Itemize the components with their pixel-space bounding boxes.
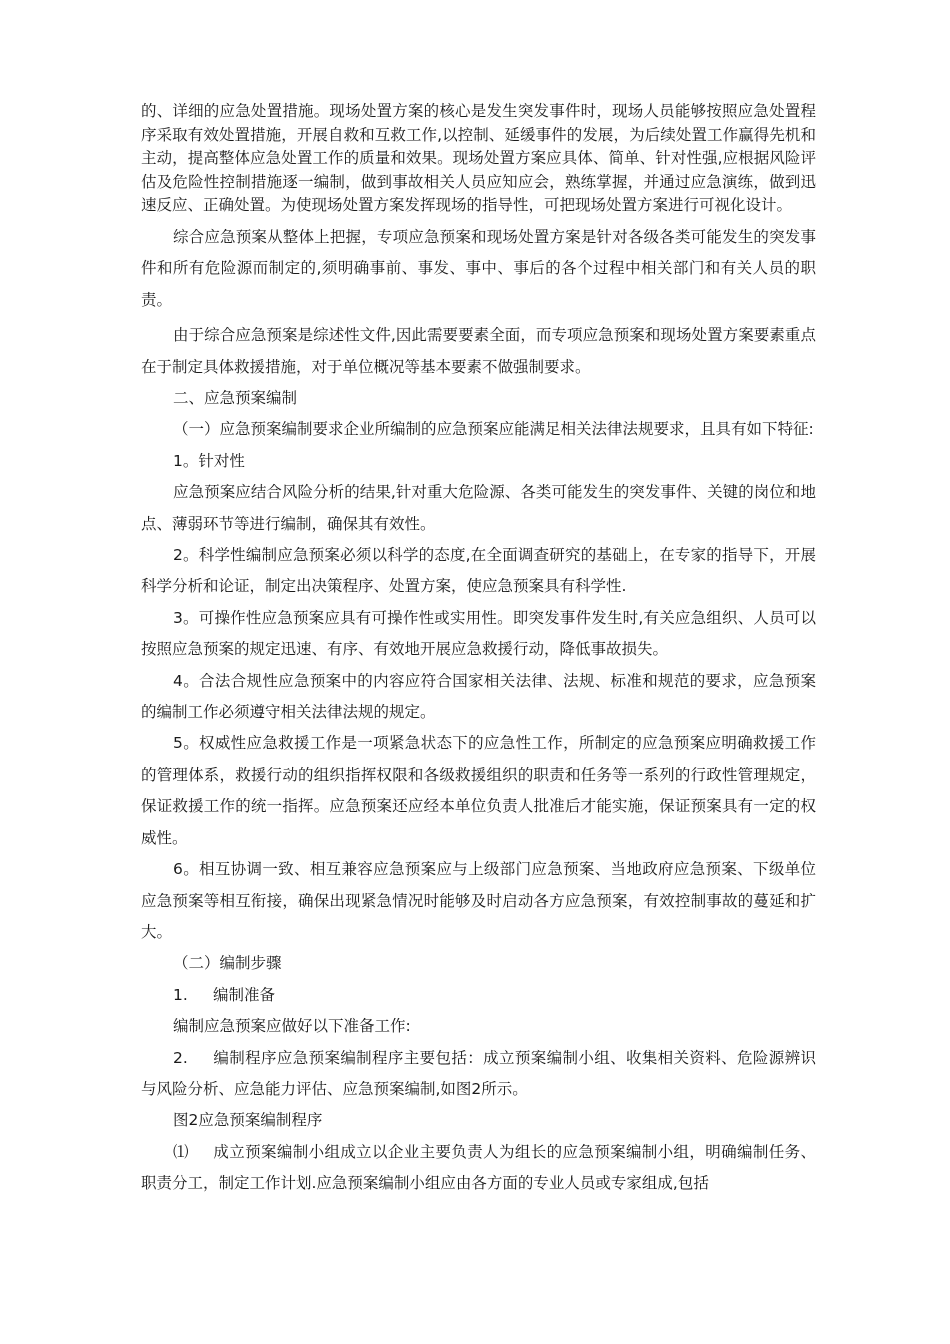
step-1-label: 编制准备	[213, 985, 276, 1004]
paragraph-comprehensive-plan: 综合应急预案从整体上把握，专项应急预案和现场处置方案是针对各级各类可能发生的突发事件和所有危险源而制定的,须明确事前、事发、事中、事后的各个过程中相关部门和有关人员的职责。	[141, 227, 816, 309]
heading-compilation-requirements: （一）应急预案编制要求企业所编制的应急预案应能满足相关法律法规要求，且具有如下特征:	[173, 420, 814, 439]
step-2	[141, 1043, 816, 1106]
step-2-1	[141, 1137, 816, 1200]
step-1-body: 编制应急预案应做好以下准备工作:	[173, 1017, 411, 1036]
step-2-number: 2.	[173, 1048, 188, 1067]
feature-6: 6。相互协调一致、相互兼容应急预案应与上级部门应急预案、当地政府应急预案、下级单位应急预案等相互衔接，确保出现紧急情况时能够及时启动各方应急预案，有效控制事故的蔓延和扩大。	[141, 860, 816, 941]
figure-2-caption: 图2应急预案编制程序	[173, 1111, 323, 1130]
step-2-1-number: ⑴	[173, 1142, 189, 1161]
feature-1-body: 应急预案应结合风险分析的结果,针对重大危险源、各类可能发生的突发事件、关键的岗位和地点、薄弱环节等进行编制，确保其有效性。	[141, 483, 816, 533]
heading-plan-compilation: 二、应急预案编制	[173, 389, 298, 407]
step-2-text: 编制程序应急预案编制程序主要包括：成立预案编制小组、收集相关资料、危险源辨识与风险分析、应急能力评估、应急预案编制,如图2所示。	[141, 1048, 816, 1098]
step-2-1-text: 成立预案编制小组成立以企业主要负责人为组长的应急预案编制小组，明确编制任务、职责分工，制定工作计划.应急预案编制小组应由各方面的专业人员或专家组成,包括	[141, 1142, 816, 1193]
heading-compilation-steps: （二）编制步骤	[173, 954, 282, 973]
document-body	[141, 100, 816, 1200]
feature-4: 4。合法合规性应急预案中的内容应符合国家相关法律、法规、标准和规范的要求，应急预案的编制工作必须遵守相关法律法规的规定。	[141, 671, 816, 722]
feature-1-title: 1。针对性	[173, 451, 245, 470]
feature-5: 5。权威性应急救援工作是一项紧急状态下的应急性工作，所制定的应急预案应明确救援工作的管理体系，救援行动的组织指挥权限和各级救援组织的职责和任务等一系列的行政性管理规定，保证救援工作的统一指挥。应急预案还应经本单位负责人批准后才能实施，保证预案具有一定的权威性。	[141, 734, 816, 847]
step-1-title	[141, 980, 816, 1011]
paragraph-elements: 由于综合应急预案是综述性文件,因此需要要素全面，而专项应急预案和现场处置方案要素重点在于制定具体救援措施，对于单位概况等基本要素不做强制要求。	[141, 326, 816, 376]
feature-3: 3。可操作性应急预案应具有可操作性或实用性。即突发事件发生时,有关应急组织、人员可以按照应急预案的规定迅速、有序、有效地开展应急救援行动，降低事故损失。	[141, 608, 816, 659]
feature-2: 2。科学性编制应急预案必须以科学的态度,在全面调查研究的基础上，在专家的指导下，开展科学分析和论证，制定出决策程序、处置方案，使应急预案具有科学性.	[141, 546, 816, 596]
paragraph-scene-plan: 的、详细的应急处置措施。现场处置方案的核心是发生突发事件时，现场人员能够按照应急处置程序采取有效处置措施，开展自救和互救工作,以控制、延缓事件的发展，为后续处置工作赢得先机和主动，提高整体应急处置工作的质量和效果。现场处置方案应具体、简单、针对性强,应根据风险评估及危险性控制措施逐一编制，做到事故相关人员应知应会，熟练掌握，并通过应急演练，做到迅速反应、正确处置。为使现场处置方案发挥现场的指导性，可把现场处置方案进行可视化设计。	[141, 102, 816, 215]
step-1-number: 1.	[173, 985, 188, 1004]
